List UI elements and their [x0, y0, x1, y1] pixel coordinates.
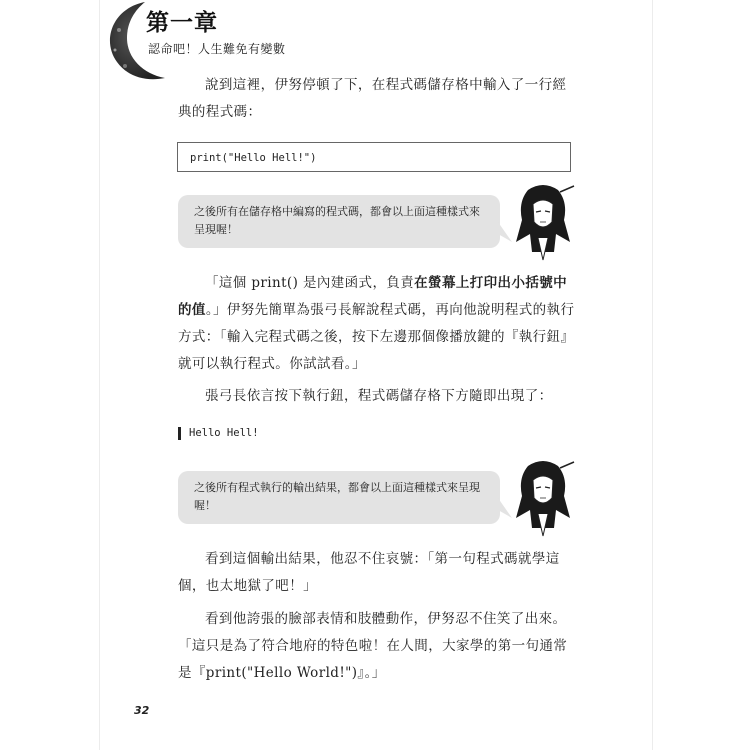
paragraph-intro: 說到這裡，伊努停頓了下，在程式碼儲存格中輸入了一行經典的程式碼： — [178, 77, 567, 120]
paragraph-run: 張弓長依言按下執行鈕，程式碼儲存格下方隨即出現了： — [205, 388, 553, 404]
paragraph-reaction: 看到這個輸出結果，他忍不住哀號：「第一句程式碼就學這個，也太地獄了吧！」 — [178, 551, 560, 594]
paragraph-text: 「這個 print() 是內建函式，負責 — [205, 275, 415, 291]
paragraph-print-explanation — [178, 270, 578, 378]
character-portrait-icon — [508, 458, 578, 538]
output-cell: Hello Hell! — [178, 427, 259, 440]
chapter-title: 第一章 — [146, 9, 218, 36]
speech-bubble-code: 之後所有在儲存格中編寫的程式碼，都會以上面這種樣式來呈現喔！ — [178, 195, 500, 248]
bold-emphasis: 在螢幕上打印出小括號中的值 — [178, 275, 568, 318]
page-number: 32 — [134, 704, 150, 717]
chapter-subtitle: 認命吧！人生難免有變數 — [148, 42, 286, 56]
paragraph-laugh: 看到他誇張的臉部表情和肢體動作，伊努忍不住笑了出來。「這只是為了符合地府的特色啦！在人間，大家學的第一句通常是『print("Hello World!")』。」 — [178, 611, 568, 681]
character-portrait-icon — [508, 182, 578, 262]
code-cell: print("Hello Hell!") — [177, 142, 571, 172]
speech-bubble-output: 之後所有程式執行的輸出結果，都會以上面這種樣式來呈現喔！ — [178, 471, 500, 524]
paragraph-text: 。」伊努先簡單為張弓長解說程式碼，再向他說明程式的執行方式：「輸入完程式碼之後，按下左邊那個像播放鍵的『執行鈕』就可以執行程式。你試試看。」 — [178, 302, 575, 372]
